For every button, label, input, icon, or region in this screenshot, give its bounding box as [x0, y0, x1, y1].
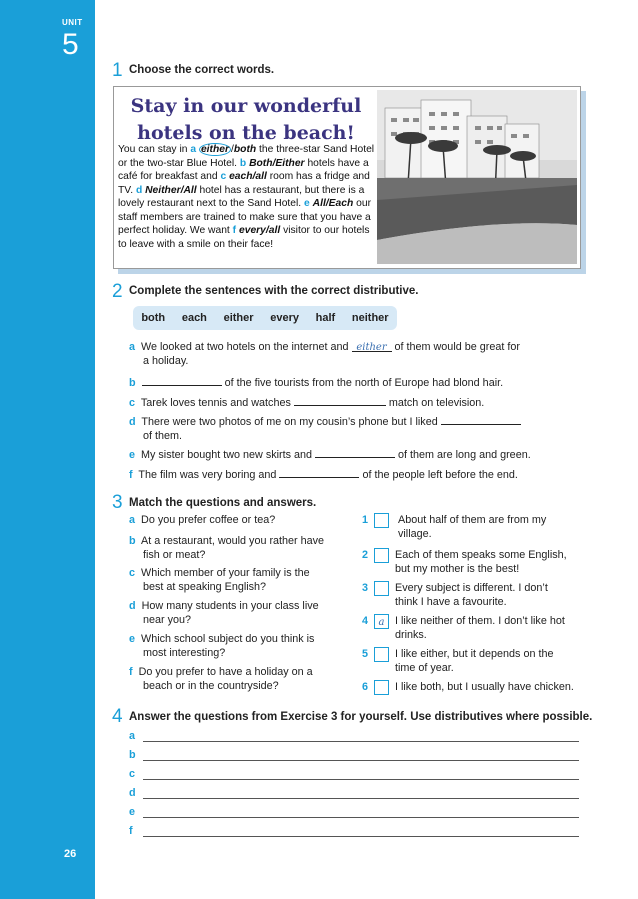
- exercise-2-number: 2: [112, 281, 123, 302]
- answer-text-3: Every subject is different. I don’t think I have a favourite.: [395, 582, 548, 608]
- answer-number-1: 1: [362, 514, 369, 526]
- answer-label-e: e: [129, 806, 136, 818]
- answer-label-d: d: [129, 787, 136, 799]
- exercise-3-title: Match the questions and answers.: [129, 497, 317, 509]
- answer-blank-b[interactable]: [142, 375, 222, 386]
- word-either: either: [223, 312, 254, 324]
- answer-text-1: About half of them are from my village.: [398, 514, 547, 540]
- answer-box-5[interactable]: [374, 647, 389, 662]
- page-number: 26: [64, 848, 77, 860]
- advert-title: Stay in our wonderful hotels on the beach!: [130, 95, 362, 144]
- unit-sidebar: [0, 0, 95, 899]
- question-a: a Do you prefer coffee or tea?: [129, 514, 276, 526]
- sentence-c: c Tarek loves tennis and watches match on television.: [129, 397, 485, 409]
- circled-answer: either: [200, 144, 229, 155]
- answer-blank-d[interactable]: [441, 414, 521, 425]
- answer-blank-c[interactable]: [294, 395, 386, 406]
- choice-label-a: a: [190, 144, 197, 155]
- answer-text-5: I like either, but it depends on the time of year.: [395, 648, 554, 674]
- answer-number-3: 3: [362, 582, 369, 594]
- sentence-a: a We looked at two hotels on the internet and either of them would be great for a holiday.: [129, 341, 520, 367]
- word-every: every: [270, 312, 299, 324]
- exercise-4-number: 4: [112, 706, 123, 727]
- choice-label-c: c: [220, 171, 227, 182]
- answer-line-e[interactable]: [143, 816, 579, 818]
- answer-blank-a[interactable]: either: [352, 341, 392, 352]
- answer-number-6: 6: [362, 681, 369, 693]
- sentence-f: f The film was very boring and of the people left before the end.: [129, 469, 518, 481]
- question-e: e Which school subject do you think is most interesting?: [129, 633, 315, 659]
- word-box: [133, 306, 397, 330]
- exercise-3-number: 3: [112, 492, 123, 513]
- choice-label-b: b: [239, 157, 247, 169]
- exercise-1-title: Choose the correct words.: [129, 64, 275, 76]
- word-both: both: [141, 312, 166, 324]
- hotel-advert: [113, 86, 581, 269]
- answer-box-4[interactable]: a: [374, 614, 389, 629]
- answer-number-4: 4: [362, 615, 369, 627]
- answer-label-a: a: [129, 730, 136, 742]
- word-neither: neither: [351, 312, 389, 324]
- answer-number-2: 2: [362, 549, 369, 561]
- sentence-e: e My sister bought two new skirts and of them are long and green.: [129, 449, 531, 461]
- answer-box-1[interactable]: [374, 513, 389, 528]
- answer-text-2: Each of them speaks some English, but my mother is the best!: [395, 549, 567, 575]
- answer-line-b[interactable]: [143, 759, 579, 761]
- word-each: each: [181, 312, 207, 324]
- choice-label-f: f: [232, 225, 237, 236]
- answer-text-6: I like both, but I usually have chicken.: [395, 681, 574, 693]
- word-half: half: [315, 312, 336, 324]
- answer-text-4: I like neither of them. I don’t like hot drinks.: [395, 615, 565, 641]
- answer-label-c: c: [129, 768, 136, 780]
- answer-line-c[interactable]: [143, 778, 579, 780]
- exercise-1-number: 1: [112, 60, 123, 81]
- answer-line-a[interactable]: [143, 740, 579, 742]
- hotel-beach-photo: [377, 90, 577, 264]
- advert-text: You can stay in a either /both the three-star Sand Hotel or the two-star Blue Hotel. b Both/Either hotels have a café for breakfast and c each/all room has a fridge and TV. d Neither/All hotel has a restaurant, but there is a lovely restaurant next to the Sand Hotel. e All/Each our staff members are trained to make sure that you have a perfect holiday. We want f every/all visitor to our hotels to leave with a smile on their face!: [118, 144, 375, 250]
- answer-label-f: f: [129, 825, 133, 837]
- unit-number: 5: [62, 28, 79, 61]
- exercise-2-title: Complete the sentences with the correct distributive.: [129, 285, 419, 297]
- answer-line-f[interactable]: [143, 835, 579, 837]
- question-d: d How many students in your class live near you?: [129, 600, 319, 626]
- question-f: f Do you prefer to have a holiday on a beach or in the countryside?: [129, 666, 313, 692]
- answer-box-2[interactable]: [374, 548, 389, 563]
- answer-blank-e[interactable]: [315, 447, 395, 458]
- answer-blank-f[interactable]: [279, 467, 359, 478]
- answer-number-5: 5: [362, 648, 369, 660]
- question-c: c Which member of your family is the best at speaking English?: [129, 567, 310, 593]
- answer-box-3[interactable]: [374, 581, 389, 596]
- choice-label-d: d: [135, 184, 143, 196]
- sentence-b: b of the five tourists from the north of Europe had blond hair.: [129, 377, 504, 389]
- answer-line-d[interactable]: [143, 797, 579, 799]
- sentence-d: d There were two photos of me on my cousin’s phone but I liked of them.: [129, 414, 521, 443]
- exercise-4-title: Answer the questions from Exercise 3 for yourself. Use distributives where possible.: [129, 711, 593, 723]
- answer-label-b: b: [129, 749, 136, 761]
- choice-label-e: e: [304, 198, 310, 209]
- unit-label: UNIT: [62, 18, 83, 27]
- question-b: b At a restaurant, would you rather have fish or meat?: [129, 535, 325, 561]
- answer-box-6[interactable]: [374, 680, 389, 695]
